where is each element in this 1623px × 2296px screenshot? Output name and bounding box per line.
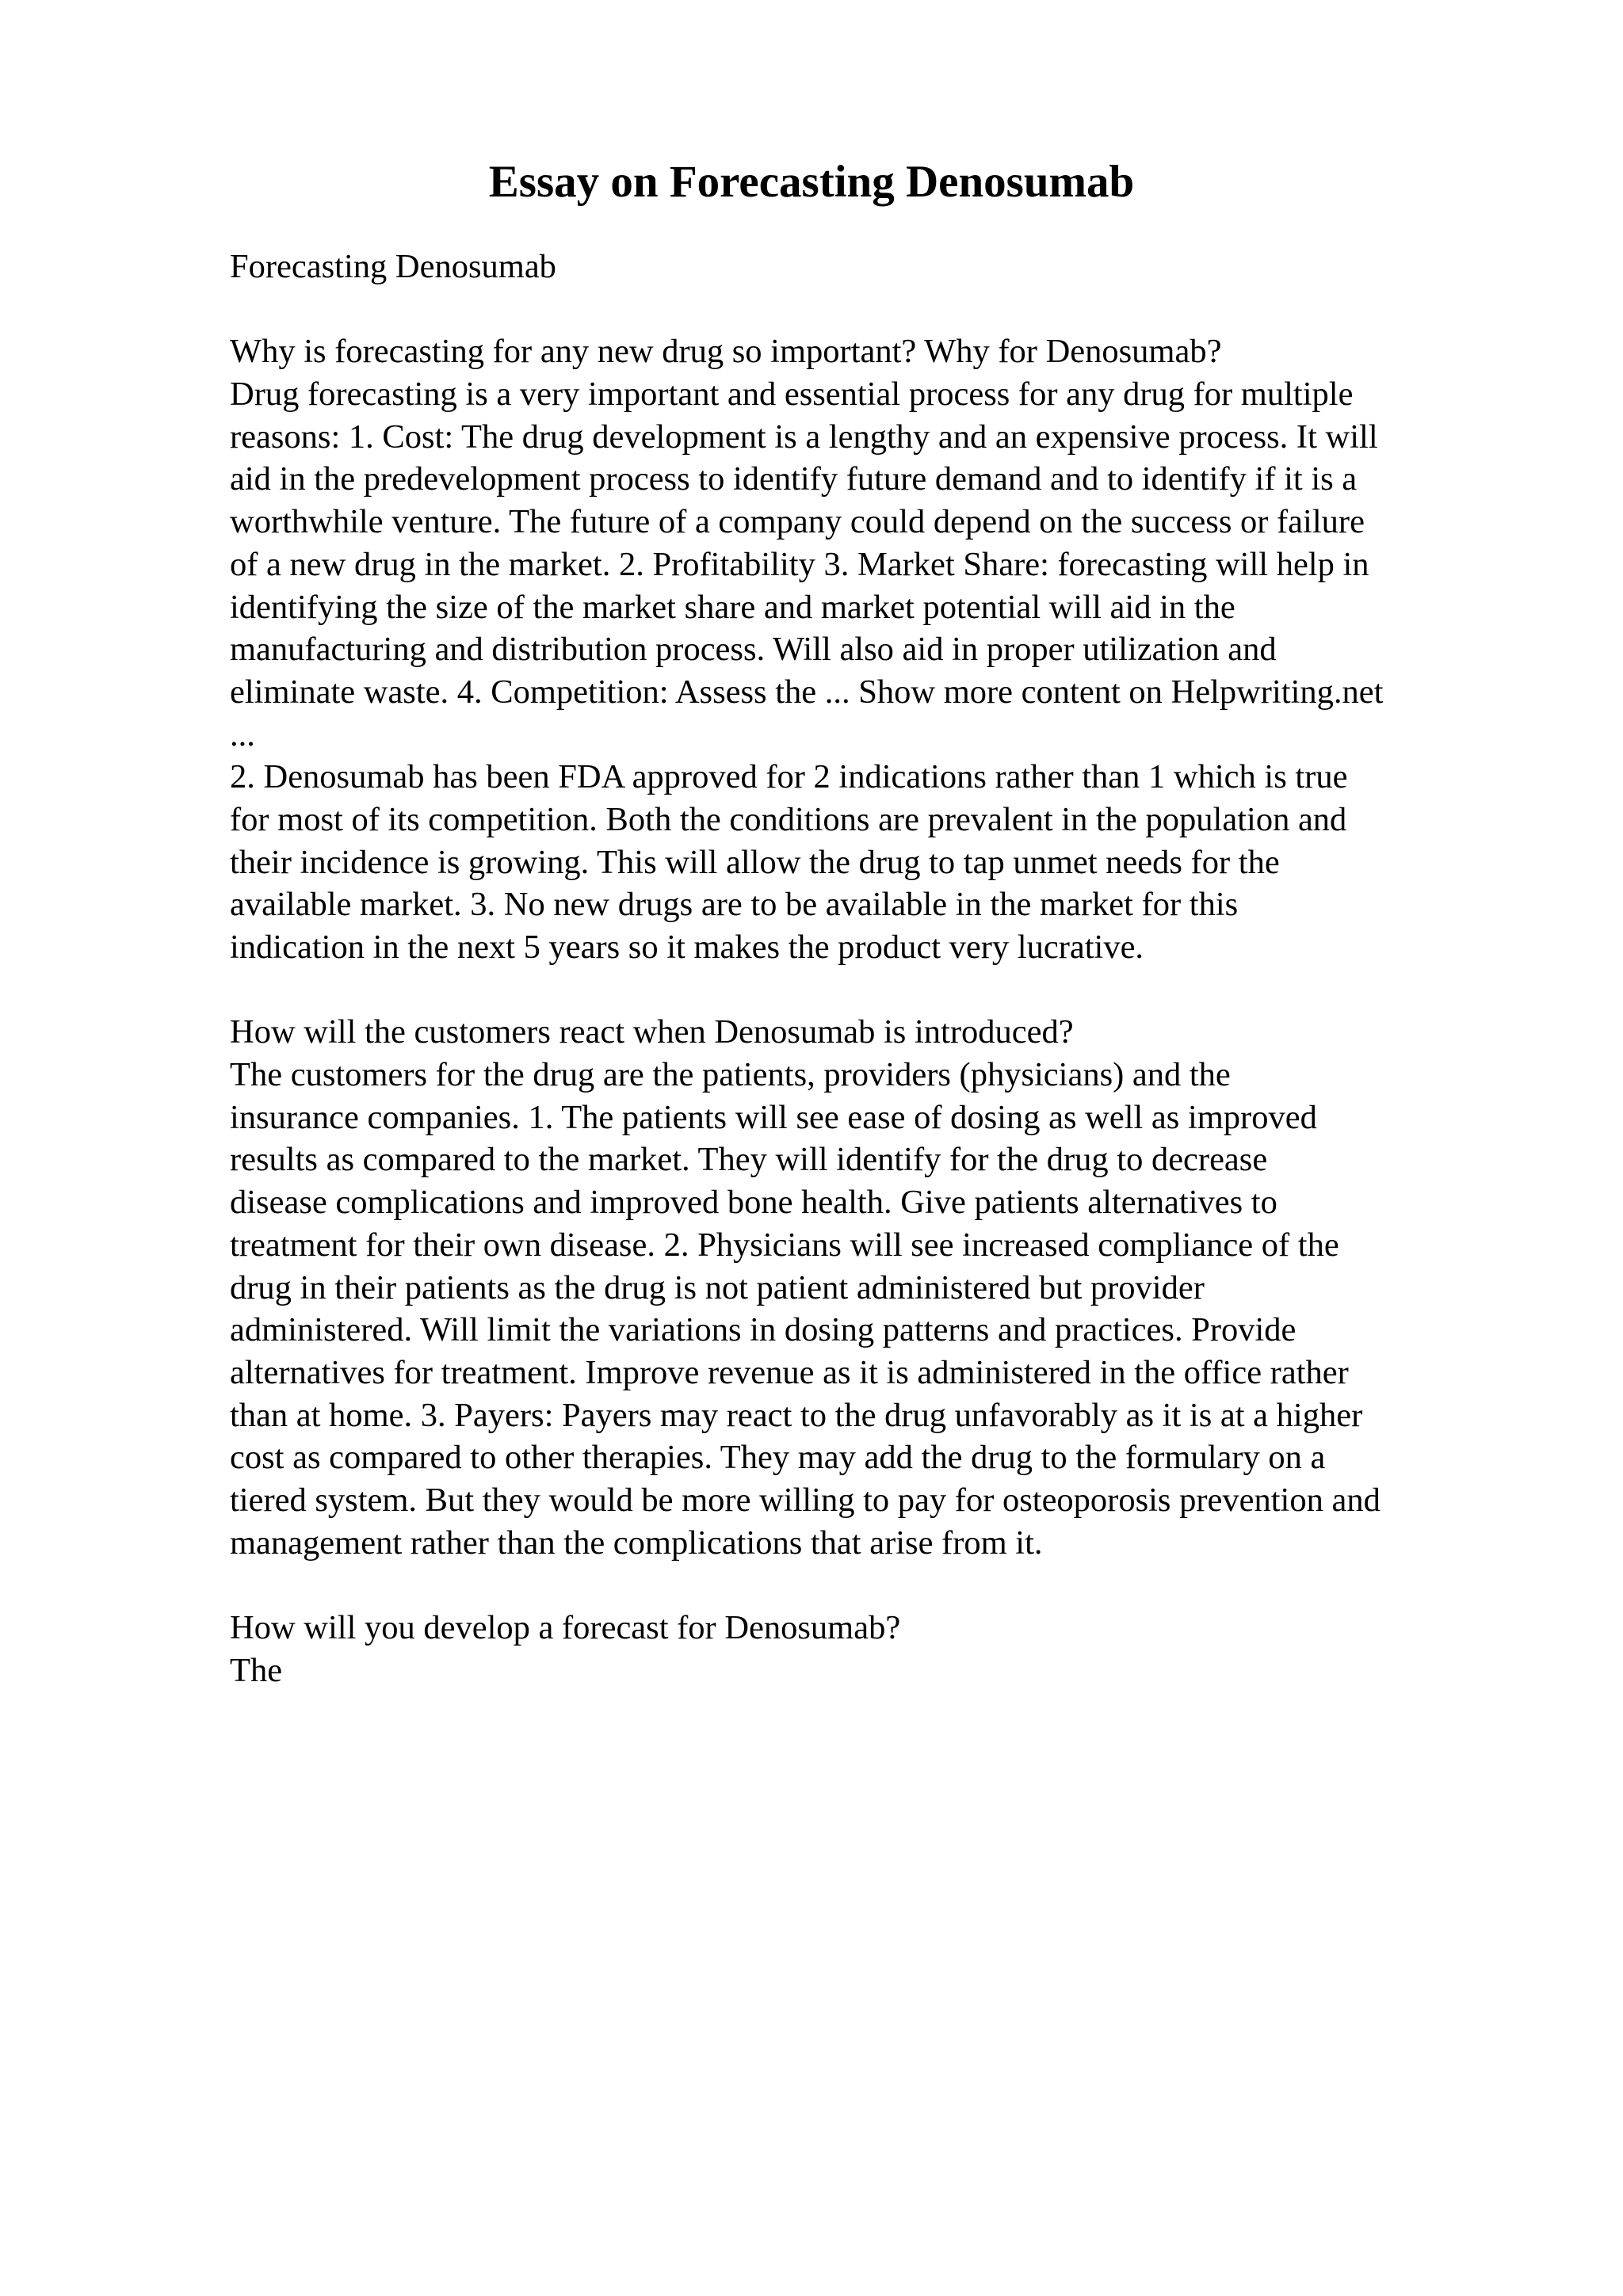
paragraph-line: insurance companies. 1. The patients will see ease of dosing as well as improved (230, 1098, 1317, 1136)
paragraph-line: Drug forecasting is a very important and essential process for any drug for multiple (230, 376, 1354, 414)
section-question: How will the customers react when Denosumab is introduced? (230, 1013, 1074, 1051)
paragraph-line: identifying the size of the market share and market potential will aid in the (230, 588, 1235, 626)
paragraph-line: management rather than the complications that arise from it. (230, 1524, 1043, 1562)
show-more-link[interactable]: Show more content on Helpwriting.net (858, 673, 1384, 711)
ellipsis-line: ... (230, 715, 255, 753)
truncated-text: eliminate waste. 4. Competition: Assess the (230, 673, 817, 711)
paragraph-line: disease complications and improved bone health. Give patients alternatives to (230, 1184, 1277, 1222)
document-title: Essay on Forecasting Denosumab (488, 157, 1135, 207)
paragraph-line: The customers for the drug are the patients, providers (physicians) and the (230, 1056, 1231, 1094)
document-body (230, 246, 1514, 1691)
paragraph-line: 2. Denosumab has been FDA approved for 2 indications rather than 1 which is true (230, 758, 1348, 796)
document-subtitle: Forecasting Denosumab (230, 248, 556, 285)
section-question: How will you develop a forecast for Denosumab? (230, 1609, 901, 1646)
paragraph-line: treatment for their own disease. 2. Physicians will see increased compliance of the (230, 1226, 1339, 1264)
paragraph-spacer (230, 1564, 1514, 1607)
paragraph-spacer (230, 288, 1514, 331)
truncation-ellipsis: ... (824, 673, 850, 711)
paragraph-line: cost as compared to other therapies. They may add the drug to the formulary on a (230, 1439, 1326, 1477)
paragraph-line: indication in the next 5 years so it makes the product very lucrative. (230, 929, 1144, 966)
paragraph-line: their incidence is growing. This will allow the drug to tap unmet needs for the (230, 843, 1280, 881)
paragraph-line: results as compared to the market. They will identify for the drug to decrease (230, 1141, 1268, 1179)
paragraph-line: manufacturing and distribution process. Will also aid in proper utilization and (230, 631, 1277, 669)
paragraph-line: drug in their patients as the drug is not patient administered but provider (230, 1268, 1205, 1306)
paragraph-line: worthwhile venture. The future of a company could depend on the success or failure (230, 503, 1365, 541)
paragraph-spacer (230, 969, 1514, 1012)
paragraph-line-with-link (230, 671, 1514, 714)
paragraph-line: for most of its competition. Both the conditions are prevalent in the population and (230, 800, 1347, 838)
paragraph-line: than at home. 3. Payers: Payers may react to the drug unfavorably as it is at a higher (230, 1396, 1363, 1434)
paragraph-line: The (230, 1651, 283, 1689)
paragraph-line: aid in the predevelopment process to identify future demand and to identify if it is a (230, 460, 1358, 498)
section-question: Why is forecasting for any new drug so important? Why for Denosumab? (230, 333, 1222, 371)
paragraph-line: available market. 3. No new drugs are to be available in the market for this (230, 886, 1239, 924)
paragraph-line: reasons: 1. Cost: The drug development is a lengthy and an expensive process. It will (230, 418, 1378, 456)
paragraph-line: alternatives for treatment. Improve revenue as it is administered in the office rather (230, 1353, 1349, 1391)
paragraph-line: tiered system. But they would be more willing to pay for osteoporosis prevention and (230, 1481, 1381, 1519)
paragraph-line: of a new drug in the market. 2. Profitability 3. Market Share: forecasting will help in (230, 545, 1369, 583)
paragraph-line: administered. Will limit the variations in dosing patterns and practices. Provide (230, 1311, 1296, 1349)
